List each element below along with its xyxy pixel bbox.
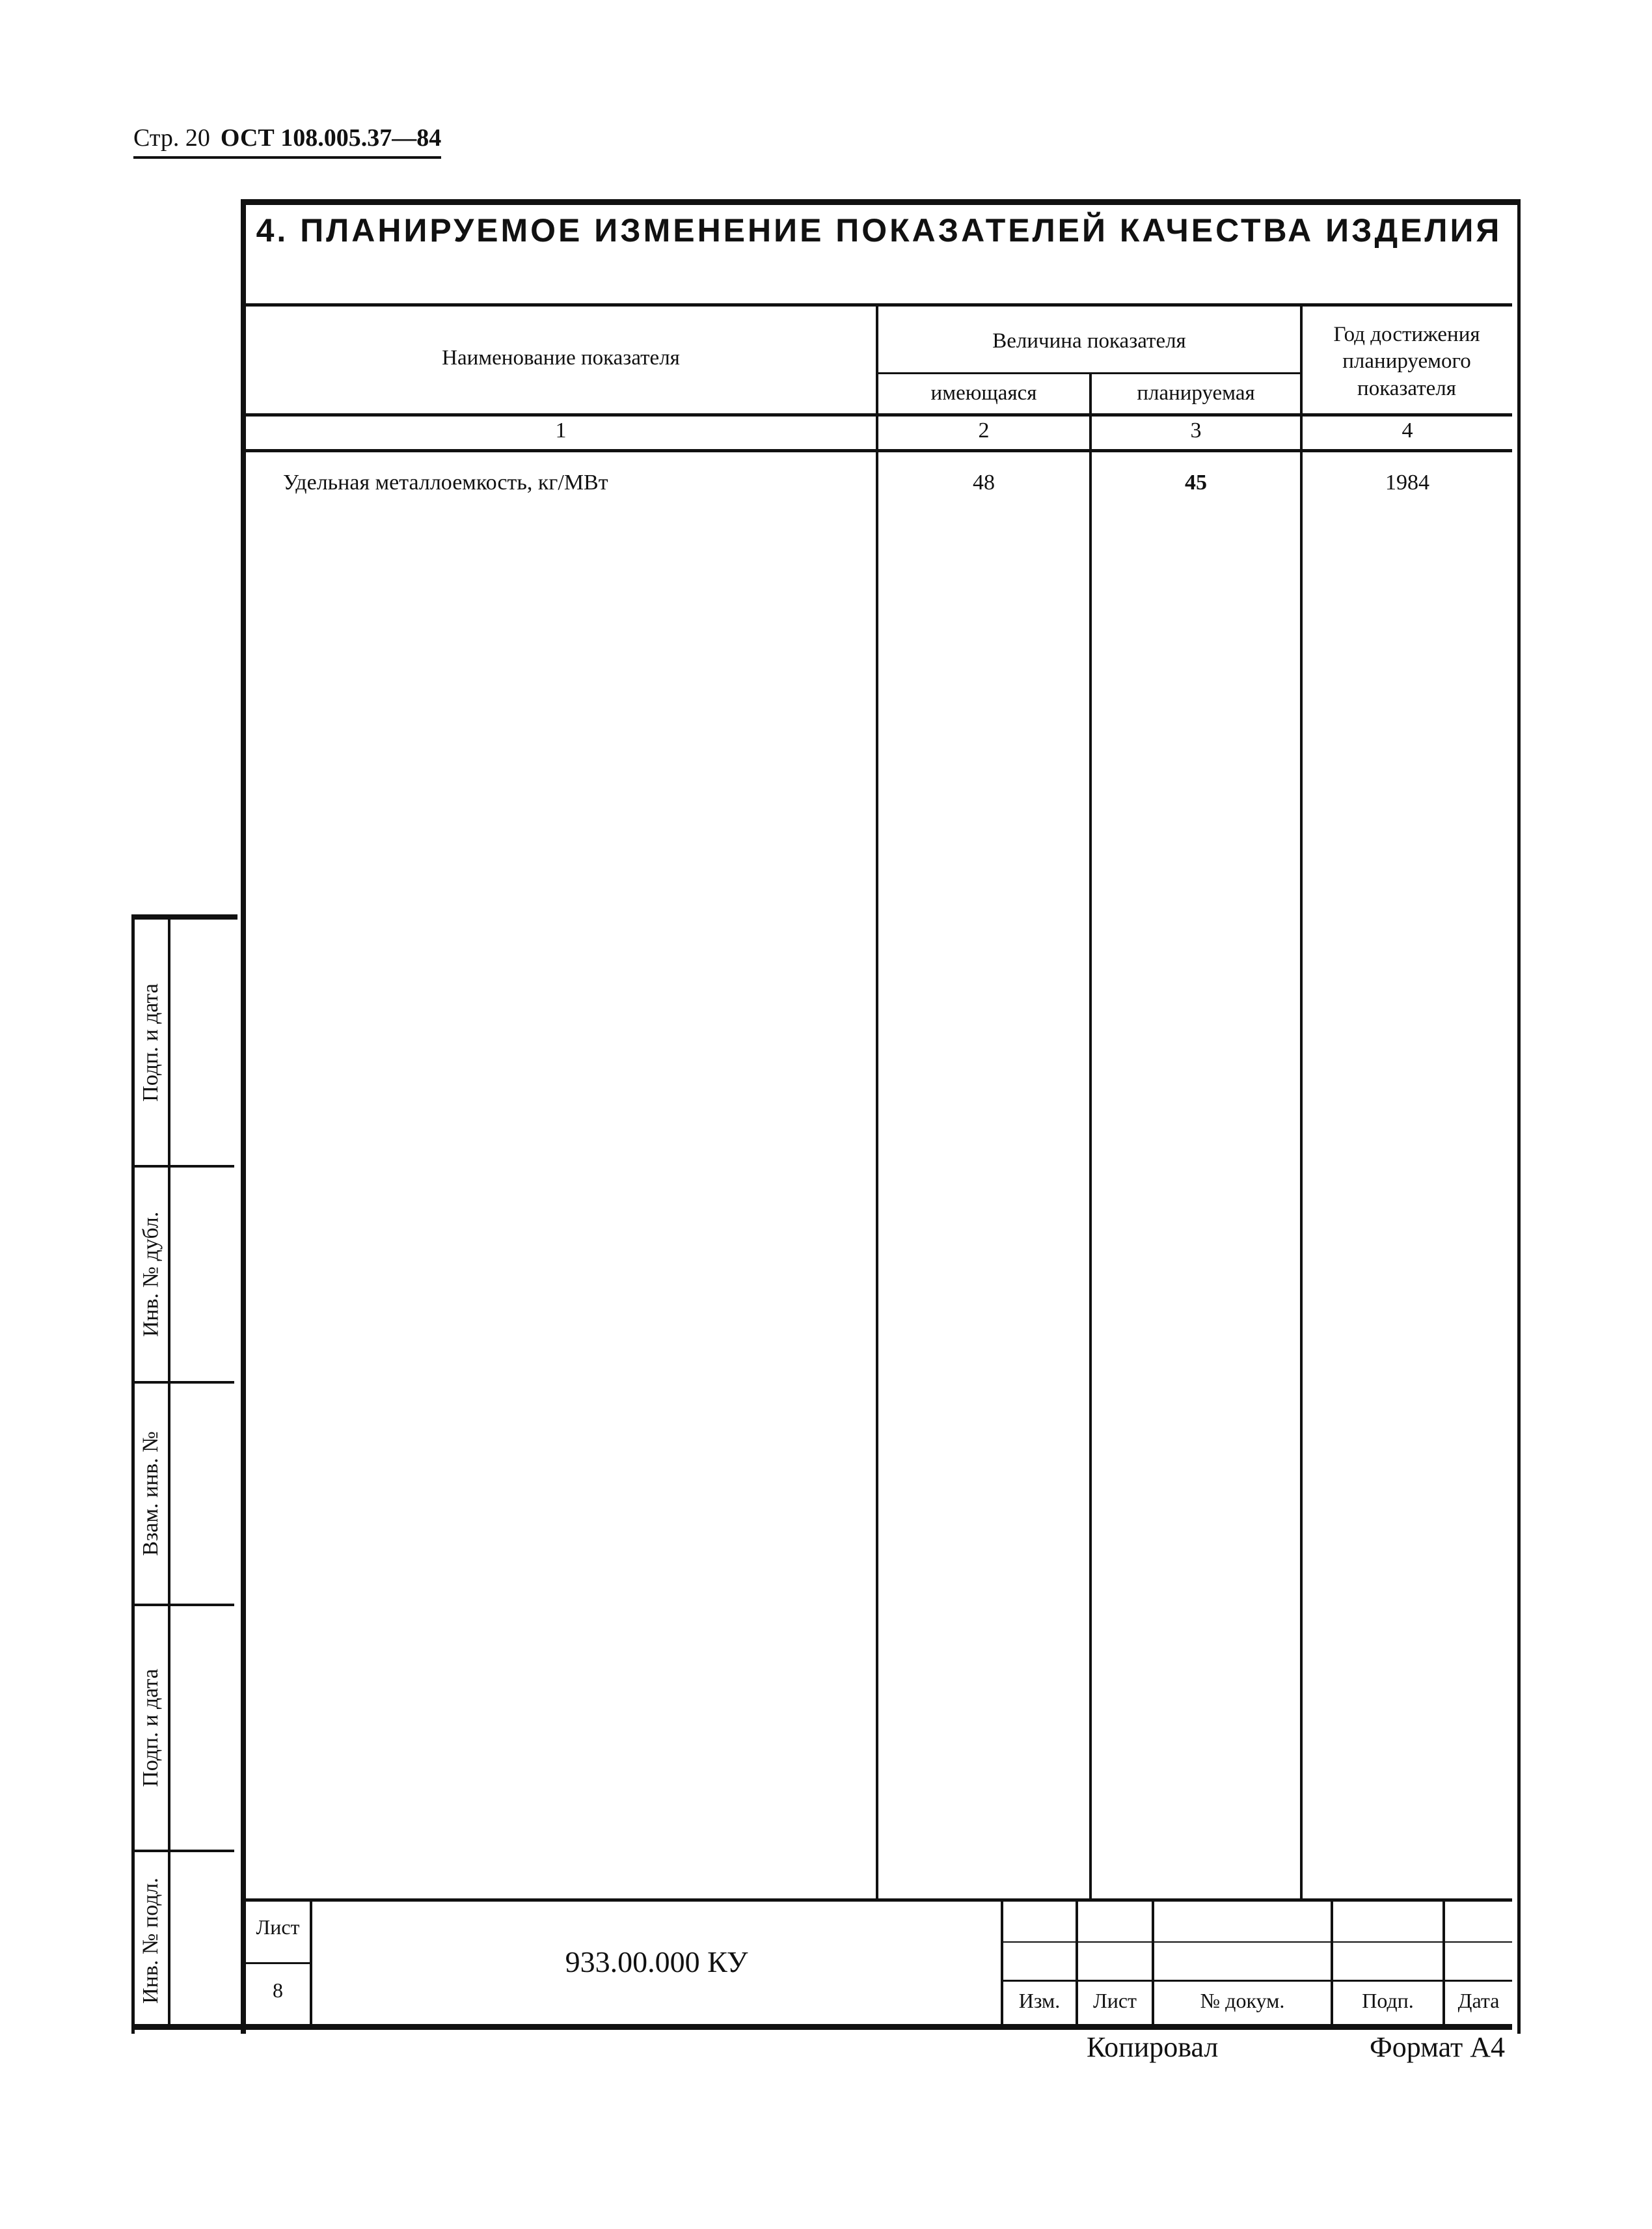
page-number: Стр. 20: [133, 124, 210, 152]
revision-rule-1: [1003, 1941, 1512, 1943]
document-code: 933.00.000 КУ: [565, 1945, 748, 1978]
column-header-existing: имеющаяся: [930, 381, 1037, 405]
title-underline: [246, 303, 1512, 307]
sheet-cell-rule: [246, 1962, 310, 1964]
column-number-3: 3: [1190, 418, 1202, 443]
margin-label-signature-date: Подп. и дата: [139, 983, 163, 1102]
column-header-year: Год достижения планируемого показателя: [1333, 323, 1480, 400]
margin-label-signature-date-2: Подп. и дата: [139, 1669, 163, 1787]
margin-label-duplicate-inventory: Инв. № дубл.: [139, 1211, 163, 1337]
copied-by-label: Копировал: [1087, 2031, 1219, 2063]
form-title: 4. ПЛАНИРУЕМОЕ ИЗМЕНЕНИЕ ПОКАЗАТЕЛЕЙ КАЧЕСТВА ИЗДЕЛИЯ: [256, 212, 1502, 249]
table-bottom-rule: [246, 1898, 1512, 1902]
field-signature: Подп.: [1362, 1989, 1414, 2012]
field-revision: Изм.: [1018, 1989, 1061, 2012]
sheet-number: 8: [273, 1978, 283, 2002]
row-year-value: 1984: [1385, 471, 1429, 495]
column-divider-3: [1300, 307, 1303, 1898]
sheet-bottom-border: [131, 2024, 1512, 2030]
header-bottom-rule: [246, 413, 1512, 417]
field-document-number: № докум.: [1200, 1989, 1285, 2012]
row-existing-value: 48: [973, 471, 995, 495]
column-divider-2: [1089, 374, 1092, 1898]
margin-label-replacement-inventory: Взам. инв. №: [139, 1431, 163, 1556]
column-header-planned: планируемая: [1137, 381, 1255, 405]
field-sheet: Лист: [1092, 1989, 1137, 2012]
sheet-label: Лист: [256, 1915, 300, 1939]
revision-rule-2: [1003, 1980, 1512, 1982]
column-number-4: 4: [1401, 418, 1413, 443]
format-label: Формат А4: [1370, 2031, 1506, 2063]
column-number-2: 2: [978, 418, 990, 443]
row-indicator-name: Удельная металлоемкость, кг/МВт: [283, 471, 608, 495]
column-header-value-group: Величина показателя: [992, 329, 1186, 353]
field-date: Дата: [1457, 1989, 1500, 2012]
standard-code: ОСТ 108.005.37—84: [220, 124, 442, 152]
column-divider-1: [876, 307, 878, 1898]
column-number-rule: [246, 449, 1512, 452]
margin-strip-divider: [168, 920, 170, 2029]
page-header: [133, 125, 441, 159]
margin-label-original-inventory: Инв. № подл.: [139, 1877, 163, 2004]
column-header-name: Наименование показателя: [442, 346, 680, 370]
column-number-1: 1: [555, 418, 567, 443]
row-planned-value: 45: [1185, 471, 1207, 495]
